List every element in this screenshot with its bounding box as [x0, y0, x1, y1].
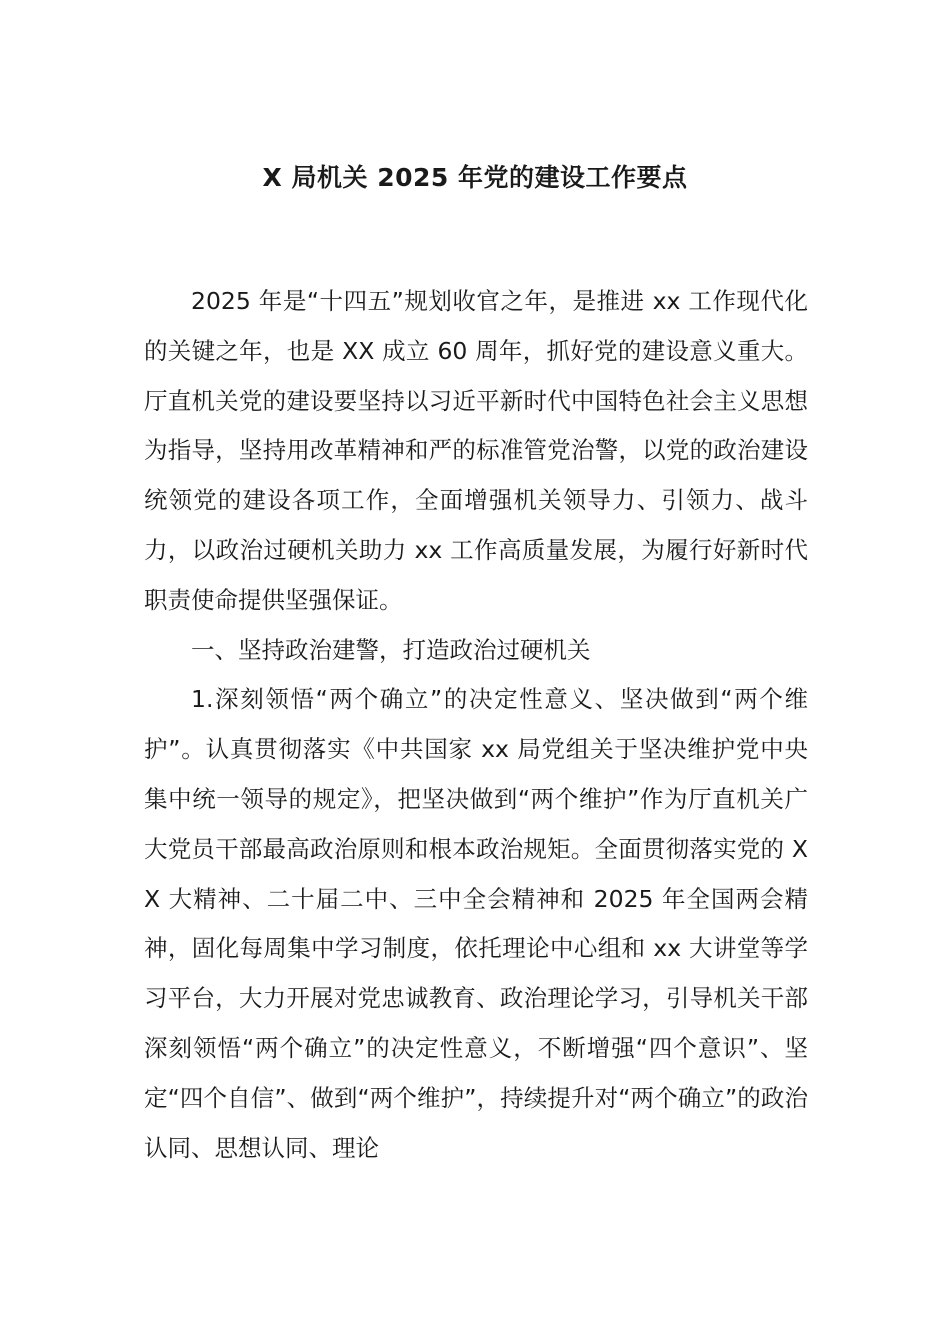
- document-title: X 局机关 2025 年党的建设工作要点: [262, 163, 688, 192]
- paragraph-intro: 2025 年是“十四五”规划收官之年，是推进 xx 工作现代化的关键之年，也是 XX 成立 60 周年，抓好党的建设意义重大。厅直机关党的建设要坚持以习近平新时代中国特色社会主义思想为指导，坚持用改革精神和严的标准管党治警，以党的政治建设统领党的建设各项工作，全面增强机关领导力、引领力、战斗力，以政治过硬机关助力 xx 工作高质量发展，为履行好新时代职责使命提供坚强保证。: [144, 287, 808, 614]
- section-heading-1: 一、坚持政治建警，打造政治过硬机关: [191, 635, 591, 664]
- document-body: [144, 277, 808, 1173]
- paragraph-item-1: 1.深刻领悟“两个确立”的决定性意义、坚决做到“两个维护”。认真贯彻落实《中共国家 xx 局党组关于坚决维护党中央集中统一领导的规定》，把坚决做到“两个维护”作为厅直机关广大党员干部最高政治原则和根本政治规矩。全面贯彻落实党的 XX 大精神、二十届二中、三中全会精神和 2025 年全国两会精神，固化每周集中学习制度，依托理论中心组和 xx 大讲堂等学习平台，大力开展对党忠诚教育、政治理论学习，引导机关干部深刻领悟“两个确立”的决定性意义，不断增强“四个意识”、坚定“四个自信”、做到“两个维护”，持续提升对“两个确立”的政治认同、思想认同、理论: [144, 685, 808, 1162]
